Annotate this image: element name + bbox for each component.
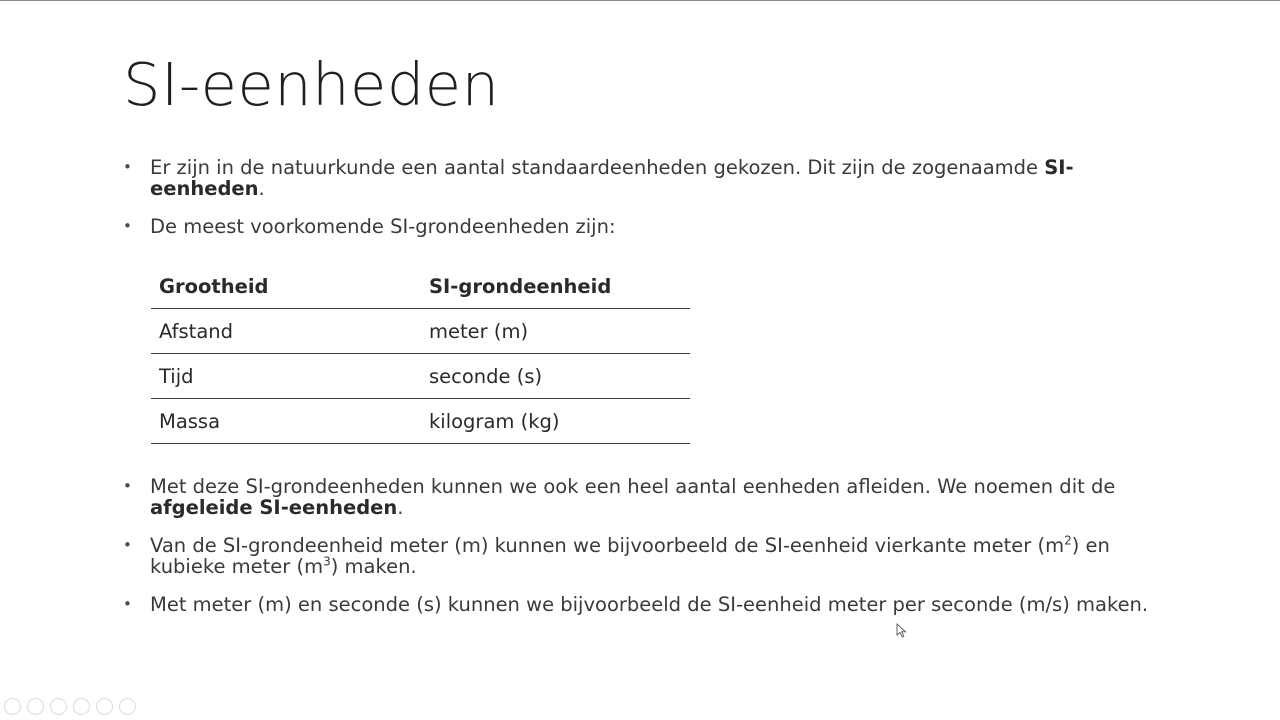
table-header-row (151, 264, 690, 309)
mouse-pointer-icon (896, 623, 908, 639)
more-icon[interactable] (119, 698, 136, 715)
zoom-icon[interactable] (96, 698, 113, 715)
bullet-text: De meest voorkomende SI-grondeenheden zijn: (150, 215, 616, 238)
si-units-table (151, 264, 690, 444)
bullet-emphasis: SI-eenheden (150, 156, 1074, 200)
table-cell-quantity: Massa (151, 399, 421, 444)
bullet-text: ) en kubieke meter (m (150, 534, 1110, 578)
bullet-text: Er zijn in de natuurkunde een aantal standaardeenheden gekozen. Dit zijn de zogenaamde (150, 156, 1045, 179)
table-cell-unit: seconde (s) (421, 354, 690, 399)
slides-icon[interactable] (73, 698, 90, 715)
bullet-text: ) maken. (330, 555, 417, 578)
intro-bullet-list (120, 157, 1160, 254)
bullet-emphasis: afgeleide SI-eenheden (150, 496, 398, 519)
bullet-icon: • (123, 158, 132, 176)
slideshow-toolbar (4, 698, 136, 715)
table-row (151, 309, 690, 354)
table-cell-unit: meter (m) (421, 309, 690, 354)
pen-icon[interactable] (50, 698, 67, 715)
table-row (151, 354, 690, 399)
table-header-unit: SI-grondeenheid (421, 264, 690, 309)
superscript-2: 2 (1064, 533, 1072, 548)
bullet-icon: • (123, 595, 132, 613)
table-cell-unit: kilogram (kg) (421, 399, 690, 444)
table-cell-quantity: Afstand (151, 309, 421, 354)
bullet-punctuation: . (258, 177, 265, 200)
bullet-item (120, 157, 1160, 199)
bullet-icon: • (123, 477, 132, 495)
table-header-quantity: Grootheid (151, 264, 421, 309)
presentation-slide (0, 1, 1280, 720)
bullet-icon: • (123, 217, 132, 235)
bullet-item (120, 216, 1160, 237)
derived-bullet-list (120, 476, 1160, 632)
bullet-text: Met meter (m) en seconde (s) kunnen we bijvoorbeeld de SI-eenheid meter per seconde (m/s) maken. (150, 593, 1149, 616)
table-cell-quantity: Tijd (151, 354, 421, 399)
superscript-3: 3 (323, 554, 331, 569)
previous-icon[interactable] (4, 698, 21, 715)
table-row (151, 399, 690, 444)
bullet-item (120, 535, 1160, 577)
bullet-text: Van de SI-grondeenheid meter (m) kunnen we bijvoorbeeld de SI-eenheid vierkante meter (m (150, 534, 1065, 557)
bullet-text: Met deze SI-grondeenheden kunnen we ook een heel aantal eenheden afleiden. We noemen dit de (150, 475, 1116, 498)
bullet-punctuation: . (397, 496, 404, 519)
bullet-item (120, 476, 1160, 518)
next-icon[interactable] (27, 698, 44, 715)
slide-title: SI-eenheden (123, 50, 500, 119)
bullet-item (120, 594, 1160, 615)
bullet-icon: • (123, 536, 132, 554)
